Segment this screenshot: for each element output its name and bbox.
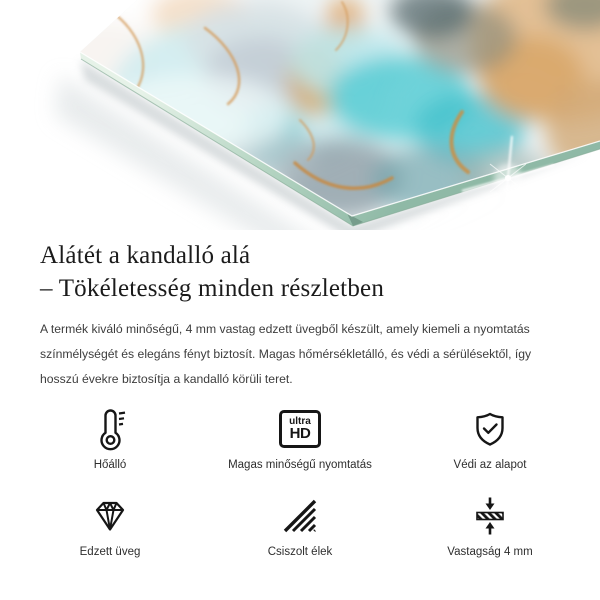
feature-tempered-glass	[15, 493, 205, 558]
page-title-line1: Alátét a kandalló alá	[40, 242, 251, 269]
feature-label: Magas minőségű nyomtatás	[228, 459, 372, 471]
feature-protects-base	[395, 406, 585, 471]
page-title-line2: – Tökéletesség minden részletben	[40, 274, 385, 302]
feature-ultra-hd-print	[205, 406, 395, 471]
diamond-icon	[90, 493, 130, 539]
product-description-section	[0, 240, 600, 392]
feature-label: Védi az alapot	[453, 459, 527, 471]
feature-grid	[15, 406, 585, 558]
feature-label: Vastagság 4 mm	[447, 546, 533, 558]
hero-section	[0, 0, 600, 230]
product-description-text: A termék kiváló minőségű, 4 mm vastag edzett üvegből készült, amely kiemeli a nyomtatás színmélységét és elegáns fényt biztosít. Magas hőmérsékletálló, és védi a sérülésektől, így hosszú évekre biztosítja a kandalló körüli teret.	[40, 322, 532, 386]
feature-heat-resistant	[15, 406, 205, 471]
product-image	[0, 0, 600, 230]
shield-check-icon	[470, 406, 510, 452]
feature-label: Csiszolt élek	[267, 546, 333, 558]
ultra-hd-icon	[279, 406, 321, 452]
feature-label: Edzett üveg	[79, 546, 141, 558]
feature-thickness	[395, 493, 585, 558]
thermometer-icon	[90, 406, 130, 452]
ultra-hd-badge-top: ultra	[289, 416, 311, 427]
page-title	[40, 240, 560, 305]
feature-polished-edges	[205, 493, 395, 558]
ultra-hd-badge-bottom: HD	[289, 425, 311, 442]
polished-edges-icon	[280, 493, 320, 539]
feature-label: Hőálló	[93, 459, 127, 471]
thickness-press-icon	[470, 493, 510, 539]
